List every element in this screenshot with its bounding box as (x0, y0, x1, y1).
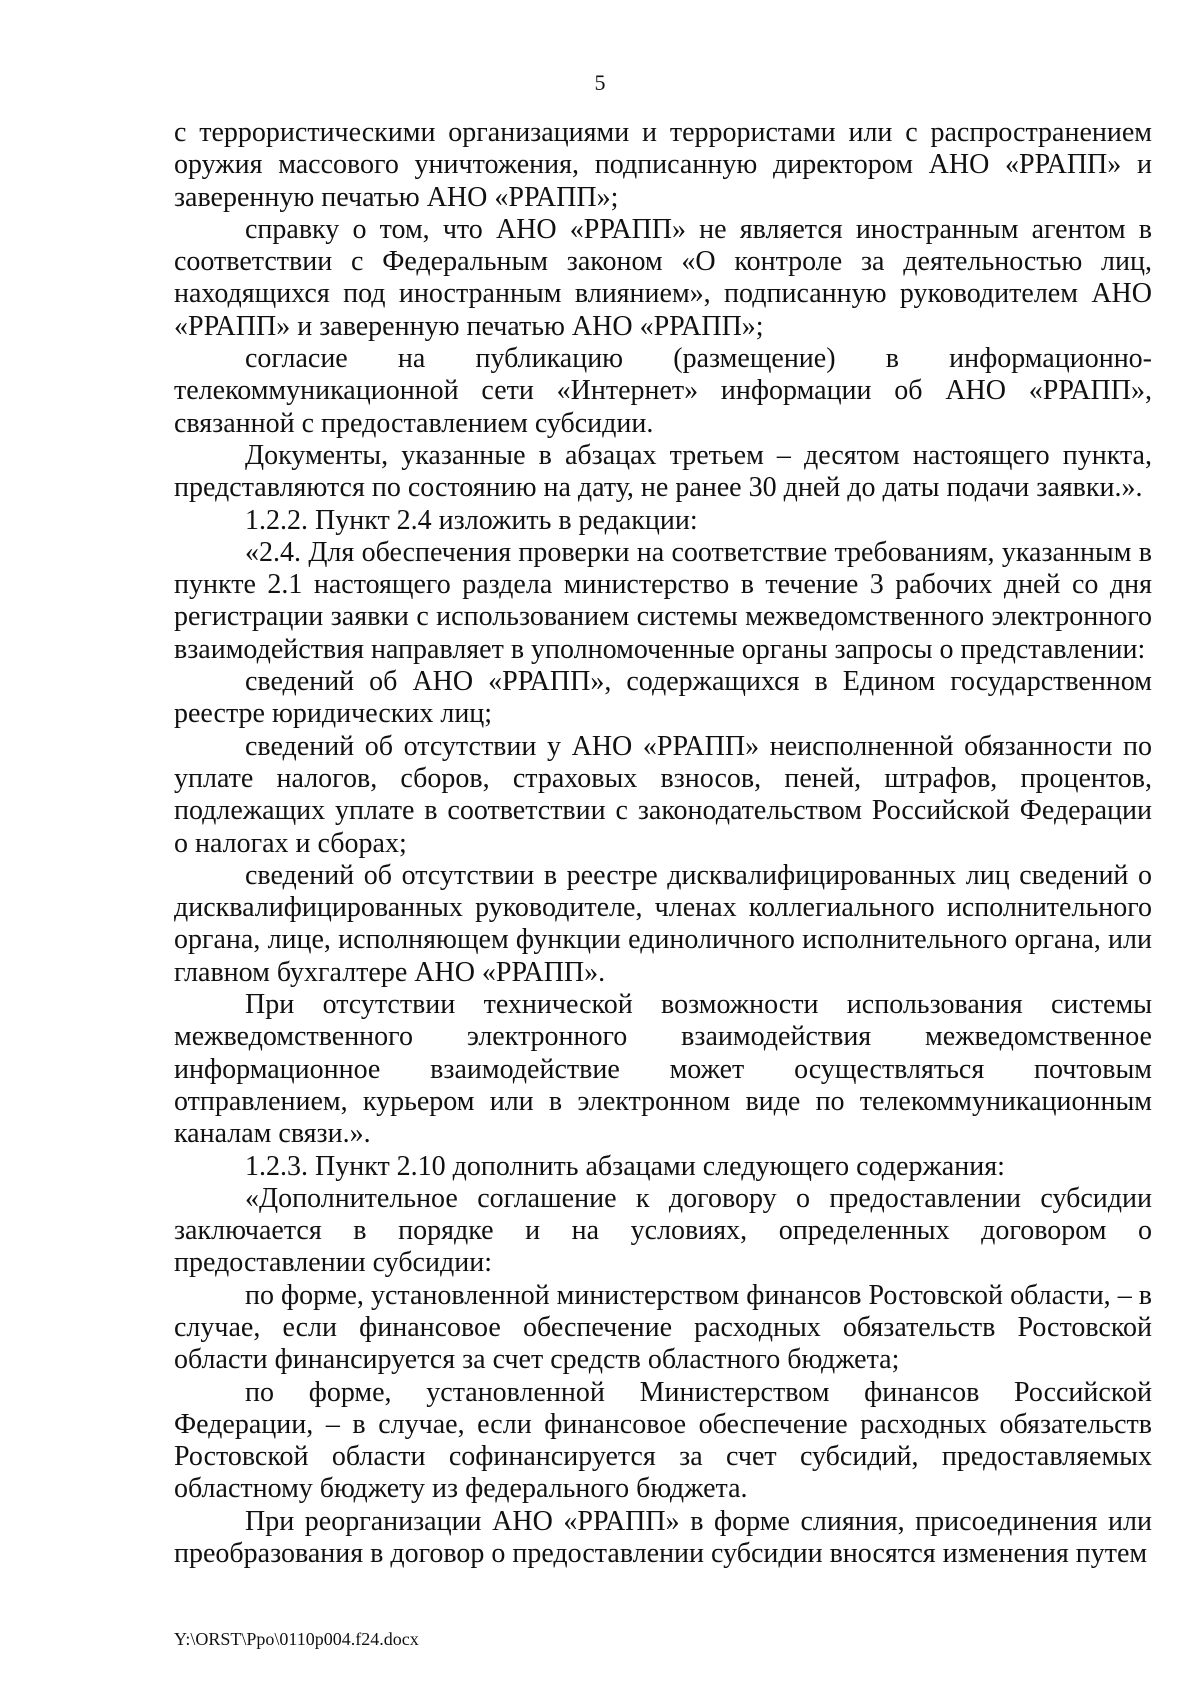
paragraph-clause-1-2-2: 1.2.2. Пункт 2.4 изложить в редакции: (245, 504, 698, 536)
paragraph-federal-form: по форме, установленной Министерством финансов Российской Федерации, – в случае, если финансовое обеспечение расходных обязательств Ростовской области софинансируется за счет субсидий, предоставляемых областному бюджету из федерального бюджета. (174, 1376, 1152, 1505)
paragraph-continuation: с террористическими организациями и террористами или с распространением оружия массового уничтожения, подписанную директором АНО «РРАПП» и заверенную печатью АНО «РРАПП»; (174, 117, 1152, 213)
paragraph-regional-form: по форме, установленной министерством финансов Ростовской области, – в случае, если финансовое обеспечение расходных обязательств Ростовской области финансируется за счет средств областного бюджета; (174, 1279, 1152, 1376)
page-number: 5 (594, 70, 606, 95)
document-body (174, 117, 1152, 1570)
footer-file-path: Y:\ORST\Ppo\0110p004.f24.docx (174, 1629, 419, 1649)
paragraph-registry-info: сведений об АНО «РРАПП», содержащихся в Едином государственном реестре юридических лиц; (174, 666, 1152, 730)
paragraph-clause-2-4: «2.4. Для обеспечения проверки на соответствие требованиям, указанным в пункте 2.1 настоящего раздела министерство в течение 3 рабочих дней со дня регистрации заявки с использованием системы межведомственного электронного взаимодействия направляет в уполномоченные органы запросы о представлении: (174, 536, 1152, 665)
paragraph-tax-obligations: сведений об отсутствии у АНО «РРАПП» неисполненной обязанности по уплате налогов, сборов, страховых взносов, пеней, штрафов, процентов, подлежащих уплате в соответствии с законодательством Российской Федерации о налогах и сборах; (174, 730, 1152, 859)
paragraph-foreign-agent-certificate: справку о том, что АНО «РРАПП» не является иностранным агентом в соответствии с Федеральным законом «О контроле за деятельностью лиц, находящихся под иностранным влиянием», подписанную руководителем АНО «РРАПП» и заверенную печатью АНО «РРАПП»; (174, 213, 1152, 342)
paragraph-disqualified-persons: сведений об отсутствии в реестре дисквалифицированных лиц сведений о дисквалифицированных руководителе, членах коллегиального исполнительного органа, лице, исполняющем функции единоличного исполнительного органа, или главном бухгалтере АНО «РРАПП». (174, 859, 1152, 988)
paragraph-no-technical-possibility: При отсутствии технической возможности использования системы межведомственного электронного взаимодействия межведомственное информационное взаимодействие может осуществляться почтовым отправлением, курьером или в электронном виде по телекоммуникационным каналам связи.». (174, 989, 1152, 1150)
paragraph-clause-1-2-3: 1.2.3. Пункт 2.10 дополнить абзацами следующего содержания: (245, 1150, 1005, 1182)
paragraph-additional-agreement: «Дополнительное соглашение к договору о предоставлении субсидии заключается в порядке и на условиях, определенных договором о предоставлении субсидии: (174, 1182, 1152, 1279)
paragraph-publication-consent: согласие на публикацию (размещение) в информационно-телекоммуникационной сети «Интернет» информации об АНО «РРАПП», связанной с предоставлением субсидии. (174, 343, 1152, 439)
paragraph-reorganization: При реорганизации АНО «РРАПП» в форме слияния, присоединения или преобразования в договор о предоставлении субсидии вносятся изменения путем (174, 1505, 1152, 1570)
paragraph-documents-validity: Документы, указанные в абзацах третьем – десятом настоящего пункта, представляются по состоянию на дату, не ранее 30 дней до даты подачи заявки.». (174, 439, 1152, 504)
